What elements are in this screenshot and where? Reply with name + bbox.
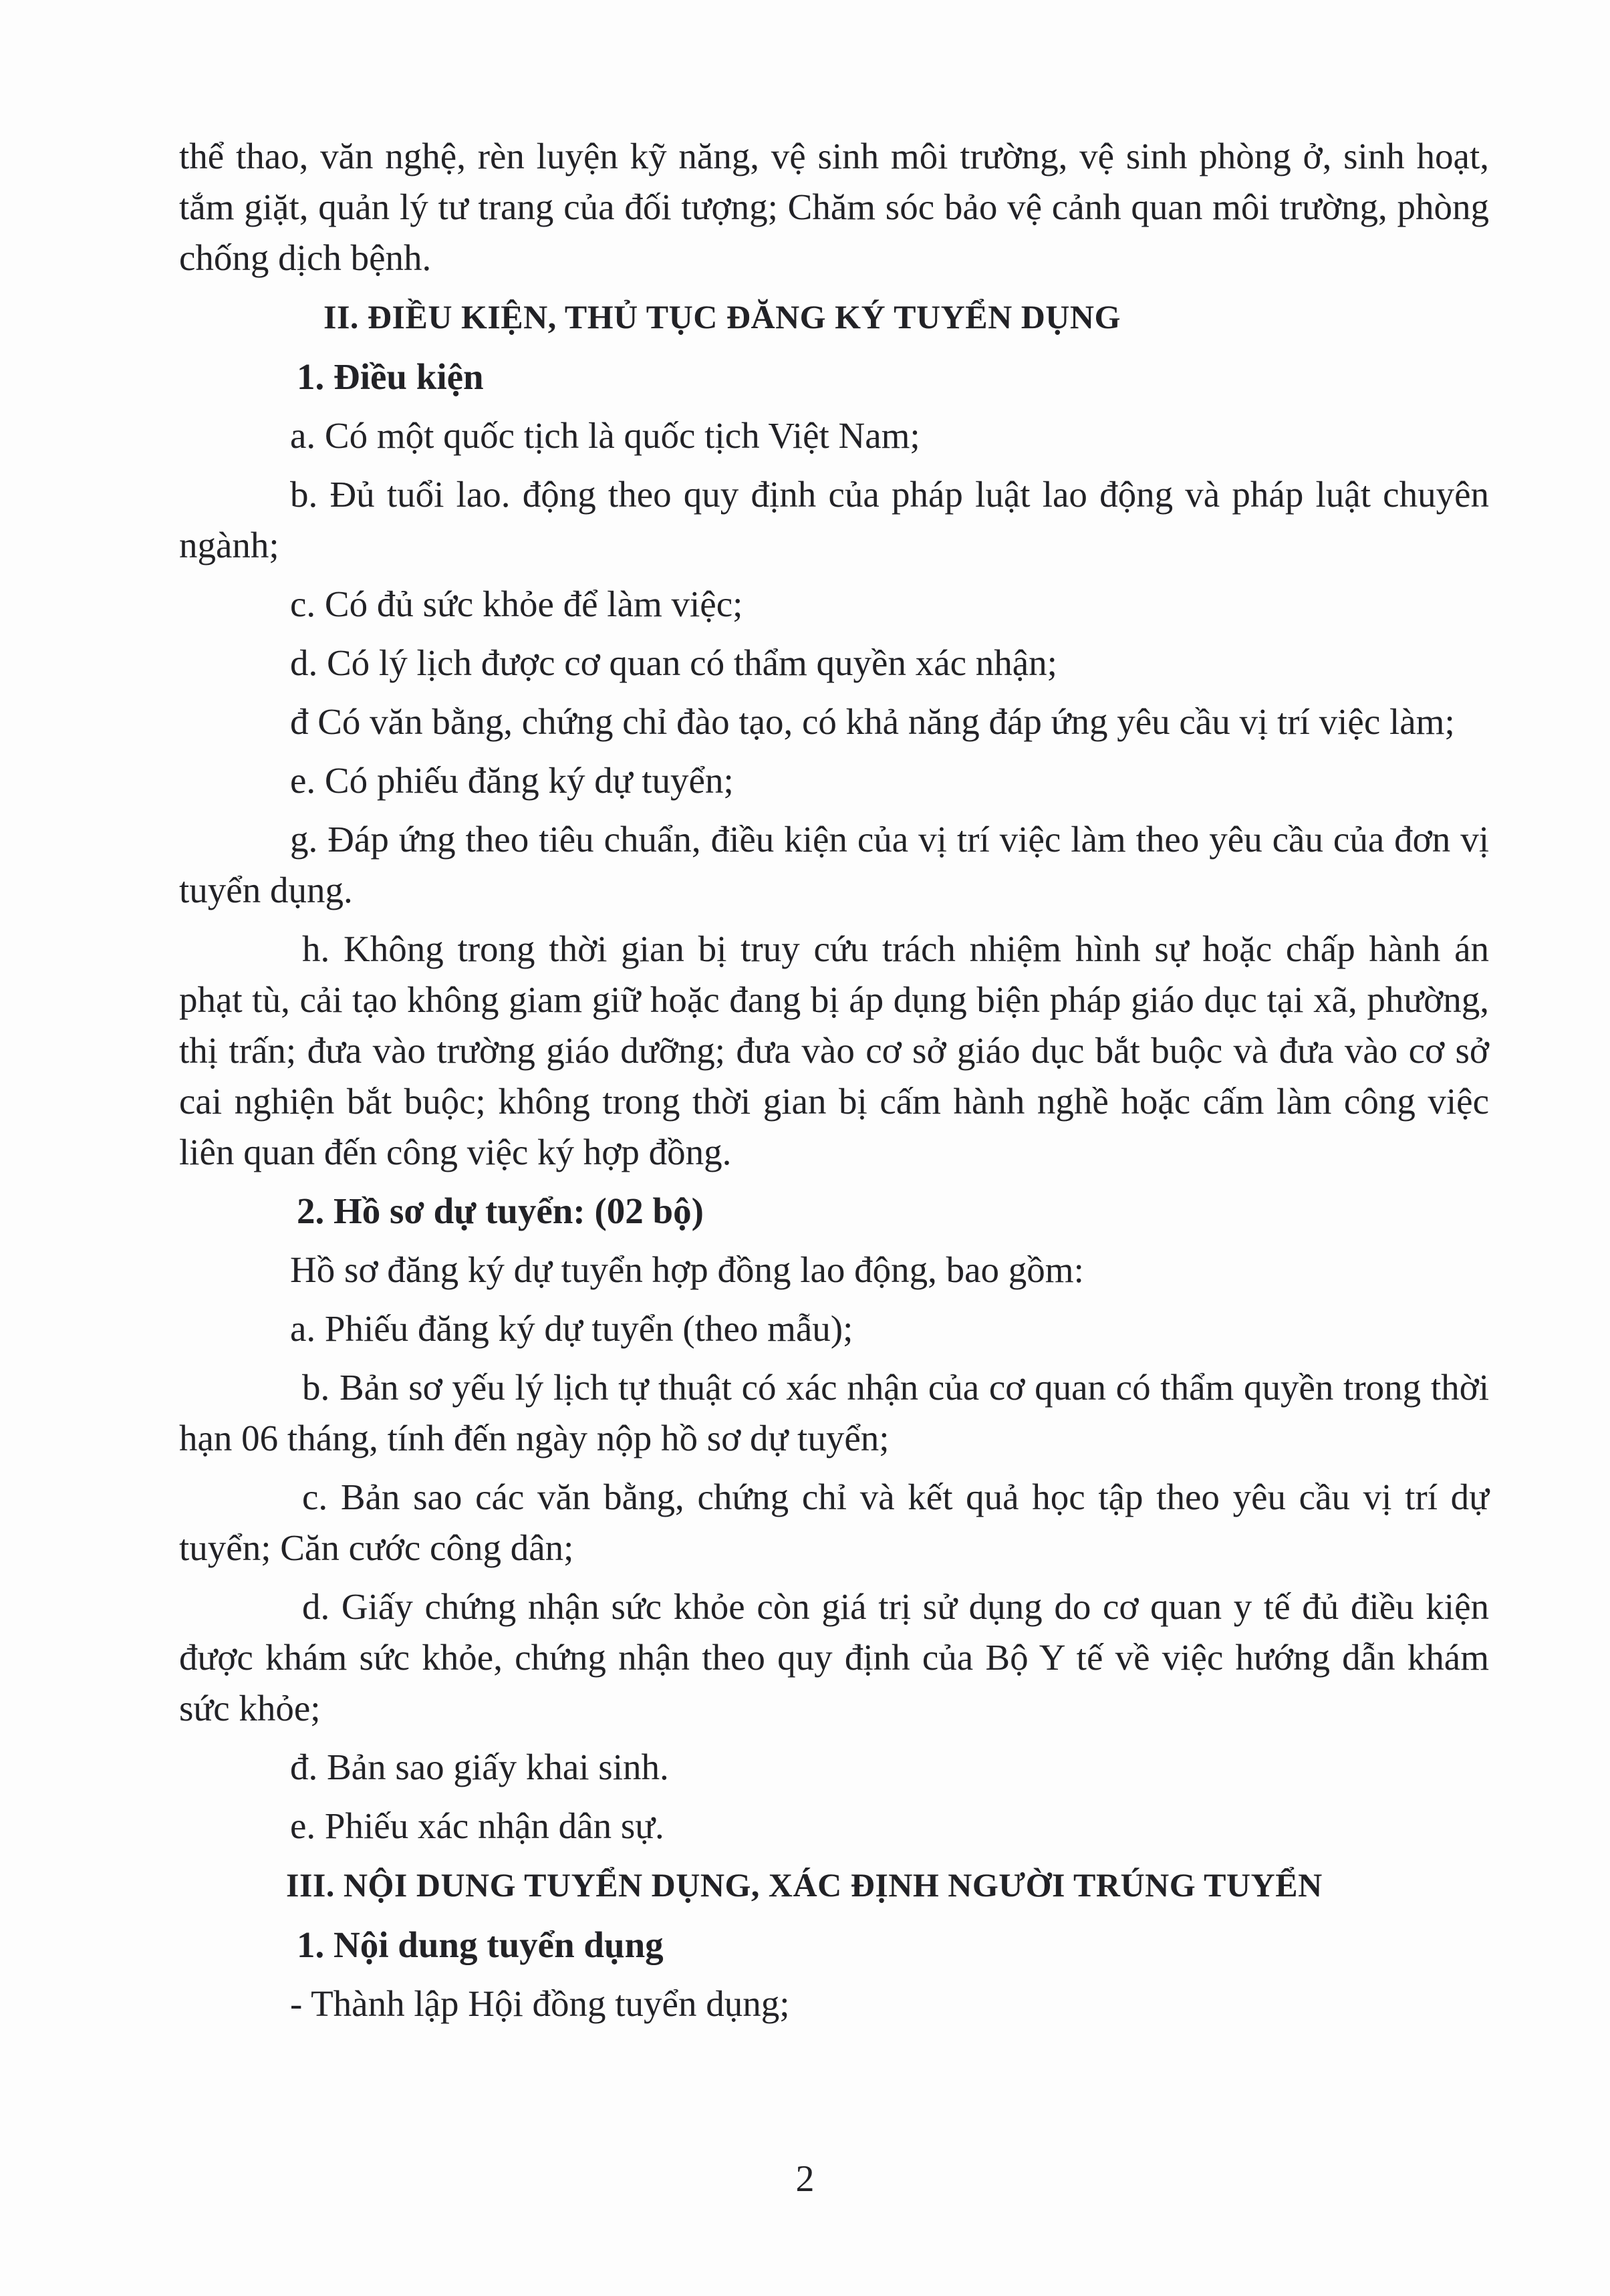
application-item: a. Phiếu đăng ký dự tuyển (theo mẫu); bbox=[290, 1308, 853, 1349]
condition-item: b. Đủ tuổi lao. động theo quy định của pháp luật lao động và pháp luật chuyên ngành; bbox=[179, 474, 1489, 565]
application-lead: Hồ sơ đăng ký dự tuyển hợp đồng lao động, bao gồm: bbox=[290, 1249, 1084, 1290]
application-item: c. Bản sao các văn bằng, chứng chỉ và kết quả học tập theo yêu cầu vị trí dự tuyển; Căn cước công dân; bbox=[179, 1477, 1489, 1568]
page-number: 2 bbox=[795, 2158, 815, 2200]
intro-paragraph: thể thao, văn nghệ, rèn luyện kỹ năng, vệ sinh môi trường, vệ sinh phòng ở, sinh hoạt, tắm giặt, quản lý tư trang của đối tượng; Chăm sóc bảo vệ cảnh quan môi trường, phòng chống dịch bệnh. bbox=[179, 136, 1489, 278]
application-item: d. Giấy chứng nhận sức khỏe còn giá trị sử dụng do cơ quan y tế đủ điều kiện được khám sức khỏe, chứng nhận theo quy định của Bộ Y tế về việc hướng dẫn khám sức khỏe; bbox=[179, 1586, 1489, 1729]
subsection-title-application: 2. Hồ sơ dự tuyển: (02 bộ) bbox=[297, 1190, 704, 1231]
condition-item: c. Có đủ sức khỏe để làm việc; bbox=[290, 584, 743, 624]
section-heading-iii: III. NỘI DUNG TUYỂN DỤNG, XÁC ĐỊNH NGƯỜI TRÚNG TUYỂN bbox=[286, 1866, 1323, 1904]
application-item: e. Phiếu xác nhận dân sự. bbox=[290, 1805, 664, 1846]
condition-item: h. Không trong thời gian bị truy cứu trách nhiệm hình sự hoặc chấp hành án phạt tù, cải tạo không giam giữ hoặc đang bị áp dụng biện pháp giáo dục tại xã, phường, thị trấn; đưa vào trường giáo dưỡng; đưa vào cơ sở giáo dục bắt buộc và đưa vào cơ sở cai nghiện bắt buộc; không trong thời gian bị cấm hành nghề hoặc cấm làm công việc liên quan đến công việc ký hợp đồng. bbox=[179, 928, 1489, 1172]
subsection-title-conditions: 1. Điều kiện bbox=[297, 356, 484, 397]
document-body bbox=[179, 131, 1489, 2037]
condition-item: g. Đáp ứng theo tiêu chuẩn, điều kiện của vị trí việc làm theo yêu cầu của đơn vị tuyển dụng. bbox=[179, 819, 1489, 910]
section-heading-ii: II. ĐIỀU KIỆN, THỦ TỤC ĐĂNG KÝ TUYỂN DỤNG bbox=[323, 298, 1121, 336]
application-item: b. Bản sơ yếu lý lịch tự thuật có xác nhận của cơ quan có thẩm quyền trong thời hạn 06 tháng, tính đến ngày nộp hồ sơ dự tuyển; bbox=[179, 1367, 1489, 1458]
condition-item: e. Có phiếu đăng ký dự tuyển; bbox=[290, 760, 734, 801]
condition-item: d. Có lý lịch được cơ quan có thẩm quyền xác nhận; bbox=[290, 642, 1057, 683]
condition-item: đ Có văn bằng, chứng chỉ đào tạo, có khả năng đáp ứng yêu cầu vị trí việc làm; bbox=[290, 701, 1455, 742]
condition-item: a. Có một quốc tịch là quốc tịch Việt Nam; bbox=[290, 415, 920, 456]
subsection-title-recruitment-content: 1. Nội dung tuyển dụng bbox=[297, 1924, 664, 1965]
recruitment-item: - Thành lập Hội đồng tuyển dụng; bbox=[290, 1983, 790, 2024]
application-item: đ. Bản sao giấy khai sinh. bbox=[290, 1747, 669, 1787]
